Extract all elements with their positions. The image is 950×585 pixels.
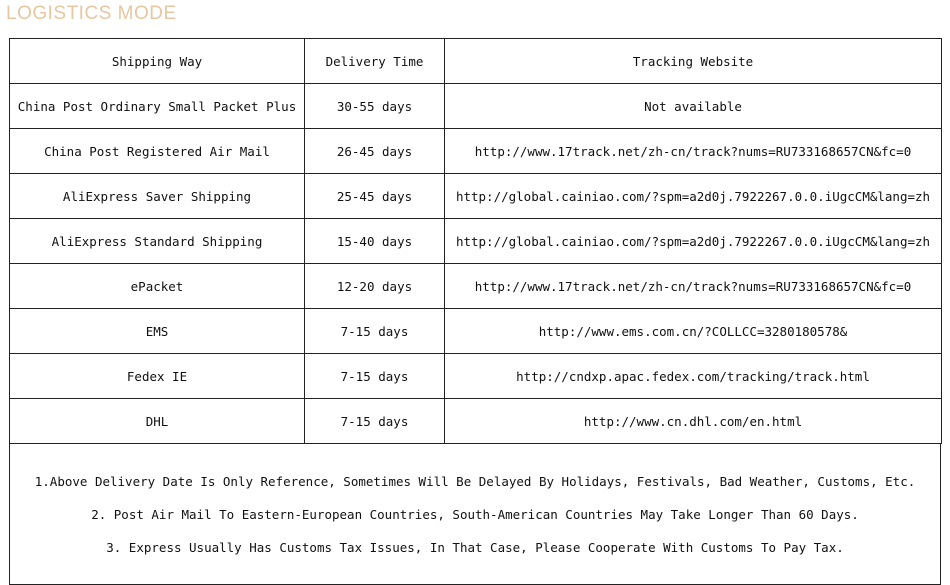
note-2: 2. Post Air Mail To Eastern-European Countries, South-American Countries May Take Longer Than 60 Days. <box>91 507 859 522</box>
shipping-way-cell: Fedex IE <box>10 354 305 399</box>
delivery-time-cell: 26-45 days <box>305 129 445 174</box>
note-3: 3. Express Usually Has Customs Tax Issues, In That Case, Please Cooperate With Customs To Pay Tax. <box>106 540 844 555</box>
delivery-time-cell: 30-55 days <box>305 84 445 129</box>
delivery-time-cell: 12-20 days <box>305 264 445 309</box>
header-delivery-time: Delivery Time <box>305 39 445 84</box>
table-row <box>10 129 942 174</box>
header-tracking-website: Tracking Website <box>445 39 942 84</box>
shipping-way-cell: ePacket <box>10 264 305 309</box>
tracking-website-cell: http://www.17track.net/zh-cn/track?nums=RU733168657CN&fc=0 <box>445 264 942 309</box>
tracking-website-cell: http://global.cainiao.com/?spm=a2d0j.7922267.0.0.iUgcCM&lang=zh <box>445 174 942 219</box>
tracking-website-cell: http://global.cainiao.com/?spm=a2d0j.7922267.0.0.iUgcCM&lang=zh <box>445 219 942 264</box>
shipping-way-cell: AliExpress Standard Shipping <box>10 219 305 264</box>
table-row <box>10 84 942 129</box>
delivery-time-cell: 7-15 days <box>305 399 445 444</box>
table-row <box>10 399 942 444</box>
shipping-way-cell: DHL <box>10 399 305 444</box>
shipping-way-cell: China Post Ordinary Small Packet Plus <box>10 84 305 129</box>
table-row <box>10 174 942 219</box>
table-header-row <box>10 39 942 84</box>
delivery-time-cell: 7-15 days <box>305 309 445 354</box>
tracking-website-cell: Not available <box>445 84 942 129</box>
tracking-website-cell: http://www.17track.net/zh-cn/track?nums=RU733168657CN&fc=0 <box>445 129 942 174</box>
header-shipping-way: Shipping Way <box>10 39 305 84</box>
logistics-sheet <box>9 38 941 585</box>
delivery-time-cell: 7-15 days <box>305 354 445 399</box>
note-1: 1.Above Delivery Date Is Only Reference, Sometimes Will Be Delayed By Holidays, Festivals, Bad Weather, Customs, Etc. <box>34 474 916 489</box>
table-row <box>10 309 942 354</box>
table-row <box>10 219 942 264</box>
table-row <box>10 264 942 309</box>
delivery-time-cell: 15-40 days <box>305 219 445 264</box>
tracking-website-cell: http://www.ems.com.cn/?COLLCC=3280180578& <box>445 309 942 354</box>
delivery-time-cell: 25-45 days <box>305 174 445 219</box>
table-row <box>10 354 942 399</box>
tracking-website-cell: http://cndxp.apac.fedex.com/tracking/track.html <box>445 354 942 399</box>
notes-box <box>9 444 941 585</box>
shipping-way-cell: EMS <box>10 309 305 354</box>
shipping-way-cell: China Post Registered Air Mail <box>10 129 305 174</box>
shipping-table <box>9 38 942 444</box>
tracking-website-cell: http://www.cn.dhl.com/en.html <box>445 399 942 444</box>
shipping-way-cell: AliExpress Saver Shipping <box>10 174 305 219</box>
page-title: LOGISTICS MODE <box>6 3 177 24</box>
